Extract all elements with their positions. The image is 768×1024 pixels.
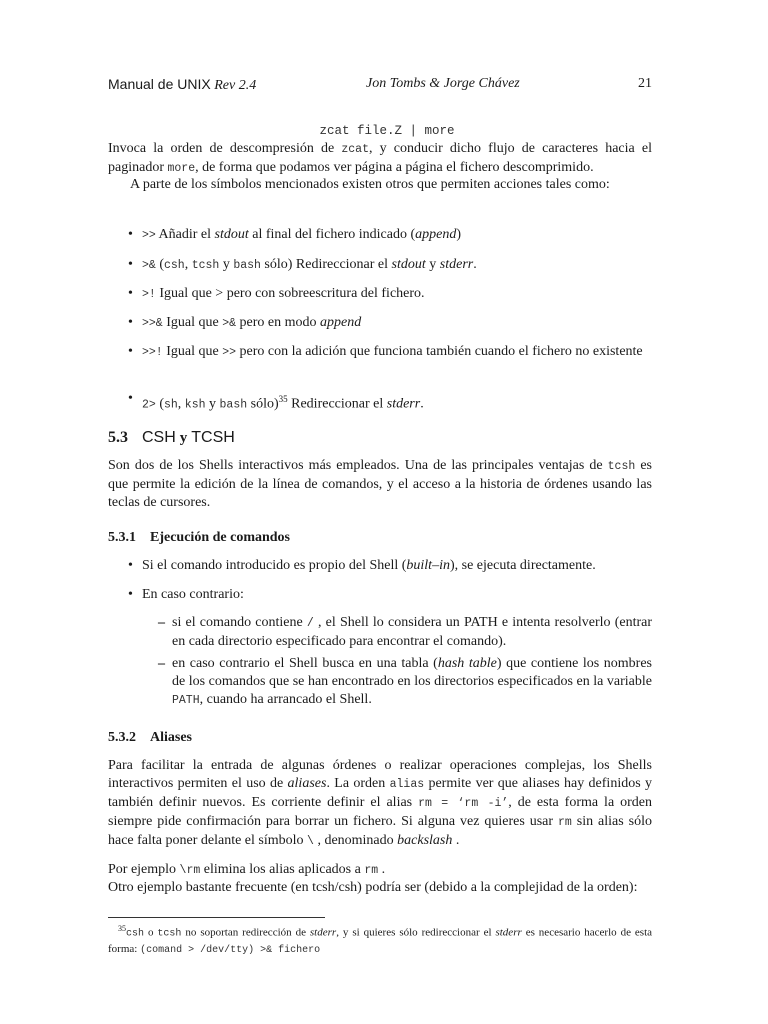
subsection-heading: 5.3.1 Ejecución de comandos bbox=[108, 530, 290, 545]
paragraph: Son dos de los Shells interactivos más empleados. Una de las principales ventajas de tcsh es que permite la edición de la línea de comandos, y el acceso a la historia de órdenes usando las teclas de cursores. bbox=[108, 458, 652, 510]
page-number: 21 bbox=[638, 76, 652, 91]
subsection-heading: 5.3.2 Aliases bbox=[108, 730, 192, 745]
code-example: zcat file.Z | more bbox=[319, 124, 455, 138]
paragraph: Para facilitar la entrada de algunas órdenes o realizar operaciones complejas, los Shells interactivos permiten el uso de aliases. La orden alias permite ver que aliases hay definidos y también definir nuevos. Es corriente definir el alias rm = ‘rm -i’, de esta forma la orden siempre pide confirmación para borrar un fichero. Si alguna vez quieres usar rm sin alias sólo hace falta poner delante el símbolo \ , denominado backslash . bbox=[108, 758, 652, 848]
paragraph: Por ejemplo \rm elimina los alias aplicados a rm . bbox=[108, 862, 386, 877]
paragraph: A parte de los símbolos mencionados existen otros que permiten acciones tales como: bbox=[130, 177, 610, 192]
running-header bbox=[108, 75, 652, 93]
paragraph: Invoca la orden de descompresión de zcat, y conducir dicho flujo de caracteres hacia el paginador more, de forma que podamos ver página a página el fichero descomprimido. bbox=[108, 141, 652, 175]
section-heading: 5.3 CSH y TCSH bbox=[108, 429, 235, 446]
header-title: Manual de UNIX Rev 2.4 bbox=[108, 76, 257, 93]
footnote: $^{35}$csh o tcsh no soportan redirección de stderr, y si quieres sólo redireccionar el stderr es necesario hacerlo de esta forma: (comand > /dev/tty) >& fichero bbox=[108, 924, 653, 956]
paragraph: Otro ejemplo bastante frecuente (en tcsh/csh) podría ser (debido a la complejidad de la orden): bbox=[108, 880, 638, 895]
header-authors: Jon Tombs & Jorge Chávez bbox=[366, 76, 520, 91]
footnote-rule bbox=[108, 917, 325, 918]
